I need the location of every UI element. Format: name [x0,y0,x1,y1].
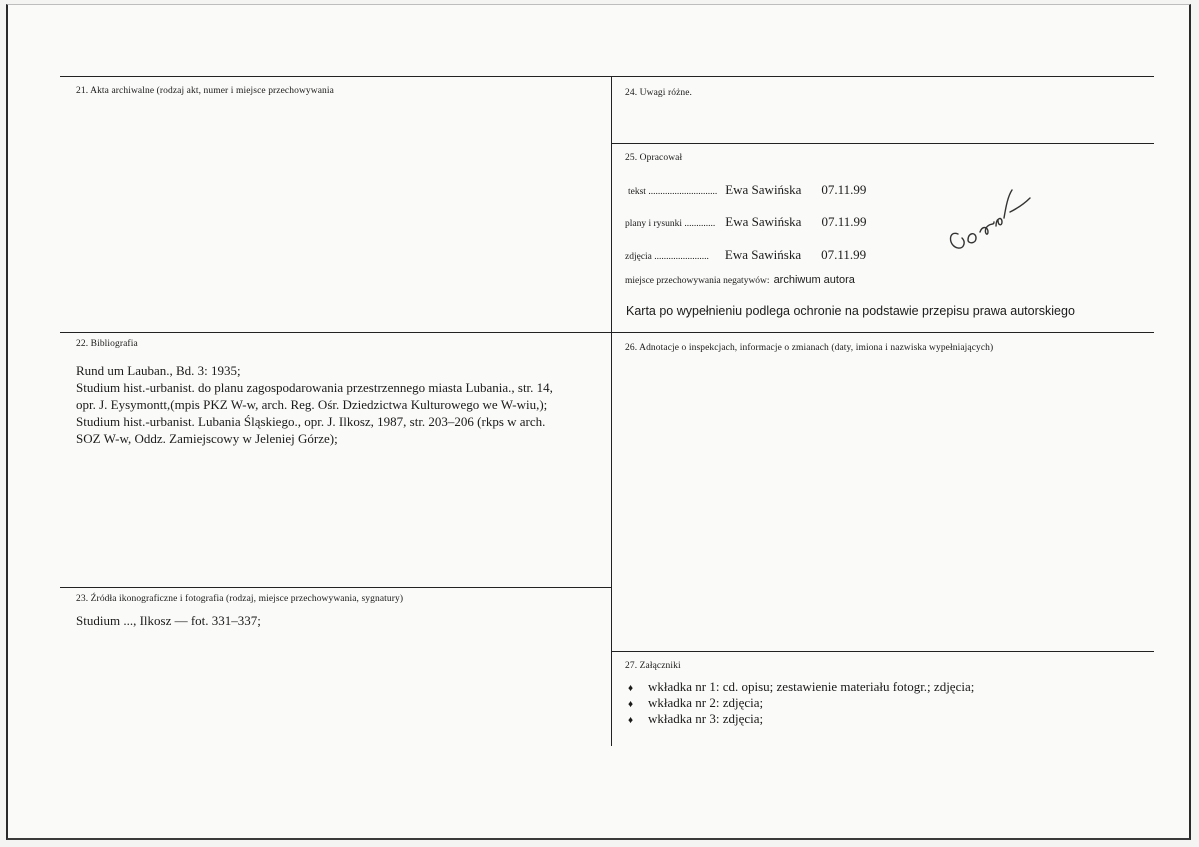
signature-icon [938,182,1038,262]
author-date: 07.11.99 [821,182,867,197]
author-row-label: plany i rysunki ............. [625,219,716,229]
author-row-plans [625,213,866,231]
author-name: Ewa Sawińska [725,182,802,197]
attachment-label: wkładka nr 3: zdjęcia; [648,711,764,726]
author-row-label: tekst ............................. [628,187,718,197]
diamond-bullet-icon: ♦ [628,715,634,726]
section-24-title: 24. Uwagi różne. [625,88,693,98]
bibliography-line-3: opr. J. Eysymontt,(mpis PKZ W-w, arch. Reg. Ośr. Dziedzictwa Kulturowego we W-wiu,); [76,397,548,412]
bibliography-line-2: Studium hist.-urbanist. do planu zagospodarowania przestrzennego miasta Lubania., str. 14, [76,380,553,395]
diamond-bullet-icon: ♦ [628,699,634,710]
copyright-note: Karta po wypełnieniu podlega ochronie na podstawie przepisu prawa autorskiego [626,304,1075,318]
section-23-title: 23. Źródła ikonograficzne i fotografia (rodzaj, miejsce przechowywania, sygnatury) [76,594,404,604]
negatives-label: miejsce przechowywania negatywów: [625,276,770,286]
rule-21-22 [60,332,1154,333]
author-row-label: zdjęcia ....................... [625,252,709,262]
author-row-text [628,181,866,199]
bibliography-line-4: Studium hist.-urbanist. Lubania Śląskiego., opr. J. Ilkosz, 1987, str. 203–206 (rkps w arch. [76,414,546,429]
section-22-title: 22. Bibliografia [76,339,138,349]
author-date: 07.11.99 [821,247,867,262]
rule-22-23 [60,587,611,588]
center-divider [611,76,612,746]
author-row-photos [625,246,866,264]
top-rule [60,76,1154,77]
author-date: 07.11.99 [821,214,867,229]
rule-26-27 [611,651,1154,652]
attachment-label: wkładka nr 2: zdjęcia; [648,695,764,710]
negatives-value: archiwum autora [773,274,855,286]
iconography-text: Studium ..., Ilkosz — fot. 331–337; [76,613,261,628]
rule-24-25 [611,143,1154,144]
bibliography-line-5: SOZ W-w, Oddz. Zamiejscowy w Jeleniej Górze); [76,431,338,446]
section-26-title: 26. Adnotacje o inspekcjach, informacje o zmianach (daty, imiona i nazwiska wypełniających) [625,343,994,353]
bibliography-line-1: Rund um Lauban., Bd. 3: 1935; [76,363,241,378]
author-name: Ewa Sawińska [724,247,802,262]
diamond-bullet-icon: ♦ [628,683,634,694]
attachment-item [628,710,763,729]
author-name: Ewa Sawińska [725,214,802,229]
negatives-location [625,270,855,288]
attachment-label: wkładka nr 1: cd. opisu; zestawienie materiału fotogr.; zdjęcia; [648,679,975,694]
section-25-title: 25. Opracował [625,153,683,163]
section-27-title: 27. Załączniki [625,661,681,671]
section-21-title: 21. Akta archiwalne (rodzaj akt, numer i miejsce przechowywania [76,86,334,96]
